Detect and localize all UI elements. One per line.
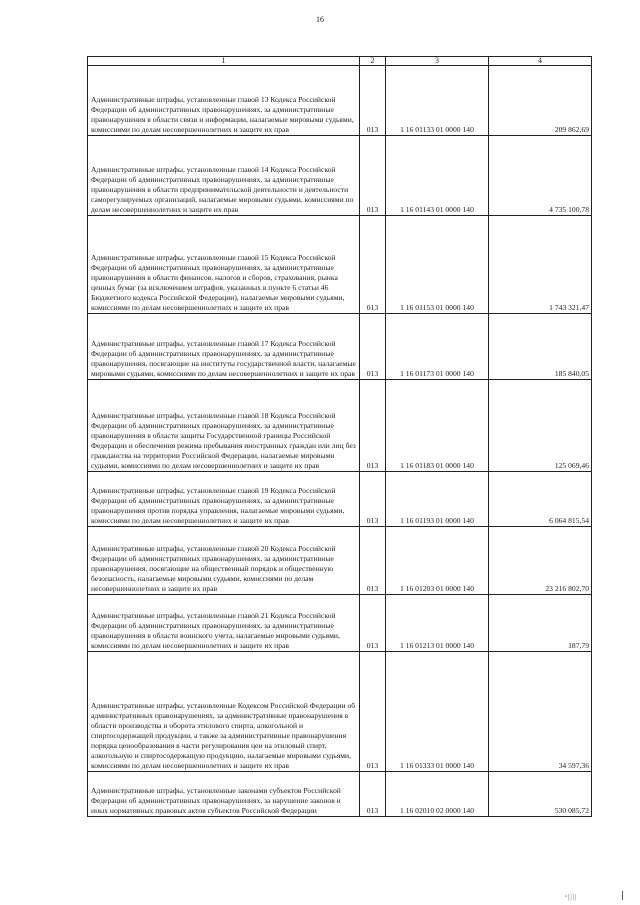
row-amount: 530 085,72 (489, 772, 592, 817)
row-budget-code: 1 16 01133 01 0000 140 (386, 66, 489, 136)
table-row (88, 66, 592, 136)
row-description: Административные штрафы, установленные Кодексом Российской Федерации об административных правонарушениях, за административные правонарушения в области производства и оборота этилового спирта, алкогольной и спиртосодержащей продукции, а также за административные правонарушения порядка ценообразования в части регулирования цен на этиловый спирт, алкогольную и спиртосодержащую продукцию, налагаемые мировыми судьями, комиссиями по делам несовершеннолетних и защите их прав (88, 652, 360, 772)
row-amount: 34 597,36 (489, 652, 592, 772)
table-row (88, 472, 592, 527)
row-budget-code: 1 16 01173 01 0000 140 (386, 314, 489, 380)
row-description: Административные штрафы, установленные главой 18 Кодекса Российской Федерации об административных правонарушениях, за административные правонарушения в области защиты Государственной границы Российской Федерации и обеспечения режима пребывания иностранных граждан или лиц без гражданства на территории Российской Федерации, налагаемые мировыми судьями, комиссиями по делам несовершеннолетних и защите их прав (88, 380, 360, 472)
column-header-1: 1 (88, 57, 360, 66)
row-budget-code: 1 16 01193 01 0000 140 (386, 472, 489, 527)
row-description: Административные штрафы, установленные главой 13 Кодекса Российской Федерации об административных правонарушениях, за административные правонарушения в области связи и информации, налагаемые мировыми судьями, комиссиями по делам несовершеннолетних и защите их прав (88, 66, 360, 136)
row-budget-code: 1 16 01143 01 0000 140 (386, 136, 489, 216)
row-budget-code: 1 16 01333 01 0000 140 (386, 652, 489, 772)
row-admin-code: 013 (360, 136, 386, 216)
revenue-table (87, 56, 592, 817)
row-admin-code: 013 (360, 652, 386, 772)
table-row (88, 216, 592, 314)
row-description: Административные штрафы, установленные главой 19 Кодекса Российской Федерации об административных правонарушениях, за административные правонарушения против порядка управления, налагаемые мировыми судьями, комиссиями по делам несовершеннолетних и защите их прав (88, 472, 360, 527)
column-header-3: 3 (386, 57, 489, 66)
scan-mark: ᵃ|||| (565, 893, 578, 901)
row-budget-code: 1 16 01183 01 0000 140 (386, 380, 489, 472)
table-row (88, 595, 592, 652)
row-amount: 6 064 815,54 (489, 472, 592, 527)
row-amount: 1 743 321,47 (489, 216, 592, 314)
row-admin-code: 013 (360, 314, 386, 380)
table-row (88, 652, 592, 772)
column-header-4: 4 (489, 57, 592, 66)
row-admin-code: 013 (360, 216, 386, 314)
row-amount: 187,79 (489, 595, 592, 652)
row-budget-code: 1 16 01203 01 0000 140 (386, 527, 489, 595)
row-admin-code: 013 (360, 595, 386, 652)
row-admin-code: 013 (360, 472, 386, 527)
row-budget-code: 1 16 01153 01 0000 140 (386, 216, 489, 314)
row-budget-code: 1 16 02010 02 0000 140 (386, 772, 489, 817)
table-row (88, 772, 592, 817)
row-admin-code: 013 (360, 527, 386, 595)
row-amount: 4 735 100,78 (489, 136, 592, 216)
row-description: Административные штрафы, установленные главой 20 Кодекса Российской Федерации об административных правонарушениях, за административные правонарушения, посягающие на общественный порядок и общественную безопасность, налагаемые мировыми судьями, комиссиями по делам несовершеннолетних и защите их прав (88, 527, 360, 595)
page-number: 16 (316, 15, 324, 24)
row-admin-code: 013 (360, 380, 386, 472)
margin-tick (622, 891, 623, 900)
row-description: Административные штрафы, установленные главой 14 Кодекса Российской Федерации об административных правонарушениях, за административные правонарушения в области предпринимательской деятельности и деятельности саморегулируемых организаций, налагаемые мировыми судьями, комиссиями по делам несовершеннолетних и защите их прав (88, 136, 360, 216)
row-admin-code: 013 (360, 66, 386, 136)
row-amount: 23 216 802,70 (489, 527, 592, 595)
row-description: Административные штрафы, установленные главой 15 Кодекса Российской Федерации об административных правонарушениях, за административные правонарушения в области финансов, налогов и сборов, страхования, рынка ценных бумаг (за исключением штрафов, указанных в пункте 6 статьи 46 Бюджетного кодекса Российской Федерации), налагаемые мировыми судьями, комиссиями по делам несовершеннолетних и защите их прав (88, 216, 360, 314)
row-description: Административные штрафы, установленные законами субъектов Российской Федерации об административных правонарушениях, за нарушение законов и иных нормативных правовых актов субъектов Российской Федерации (88, 772, 360, 817)
table-row (88, 527, 592, 595)
table-row (88, 314, 592, 380)
row-admin-code: 013 (360, 772, 386, 817)
row-description: Административные штрафы, установленные главой 21 Кодекса Российской Федерации об административных правонарушениях, за административные правонарушения в области воинского учета, налагаемые мировыми судьями, комиссиями по делам несовершеннолетних и защите их прав (88, 595, 360, 652)
row-amount: 209 862,69 (489, 66, 592, 136)
row-description: Административные штрафы, установленные главой 17 Кодекса Российской Федерации об административных правонарушениях, за административные правонарушения, посягающие на институты государственной власти, налагаемые мировыми судьями, комиссиями по делам несовершеннолетних и защите их прав (88, 314, 360, 380)
table-row (88, 380, 592, 472)
column-header-2: 2 (360, 57, 386, 66)
row-amount: 125 069,46 (489, 380, 592, 472)
table-header-row (88, 57, 592, 66)
row-amount: 185 840,05 (489, 314, 592, 380)
table-row (88, 136, 592, 216)
row-budget-code: 1 16 01213 01 0000 140 (386, 595, 489, 652)
